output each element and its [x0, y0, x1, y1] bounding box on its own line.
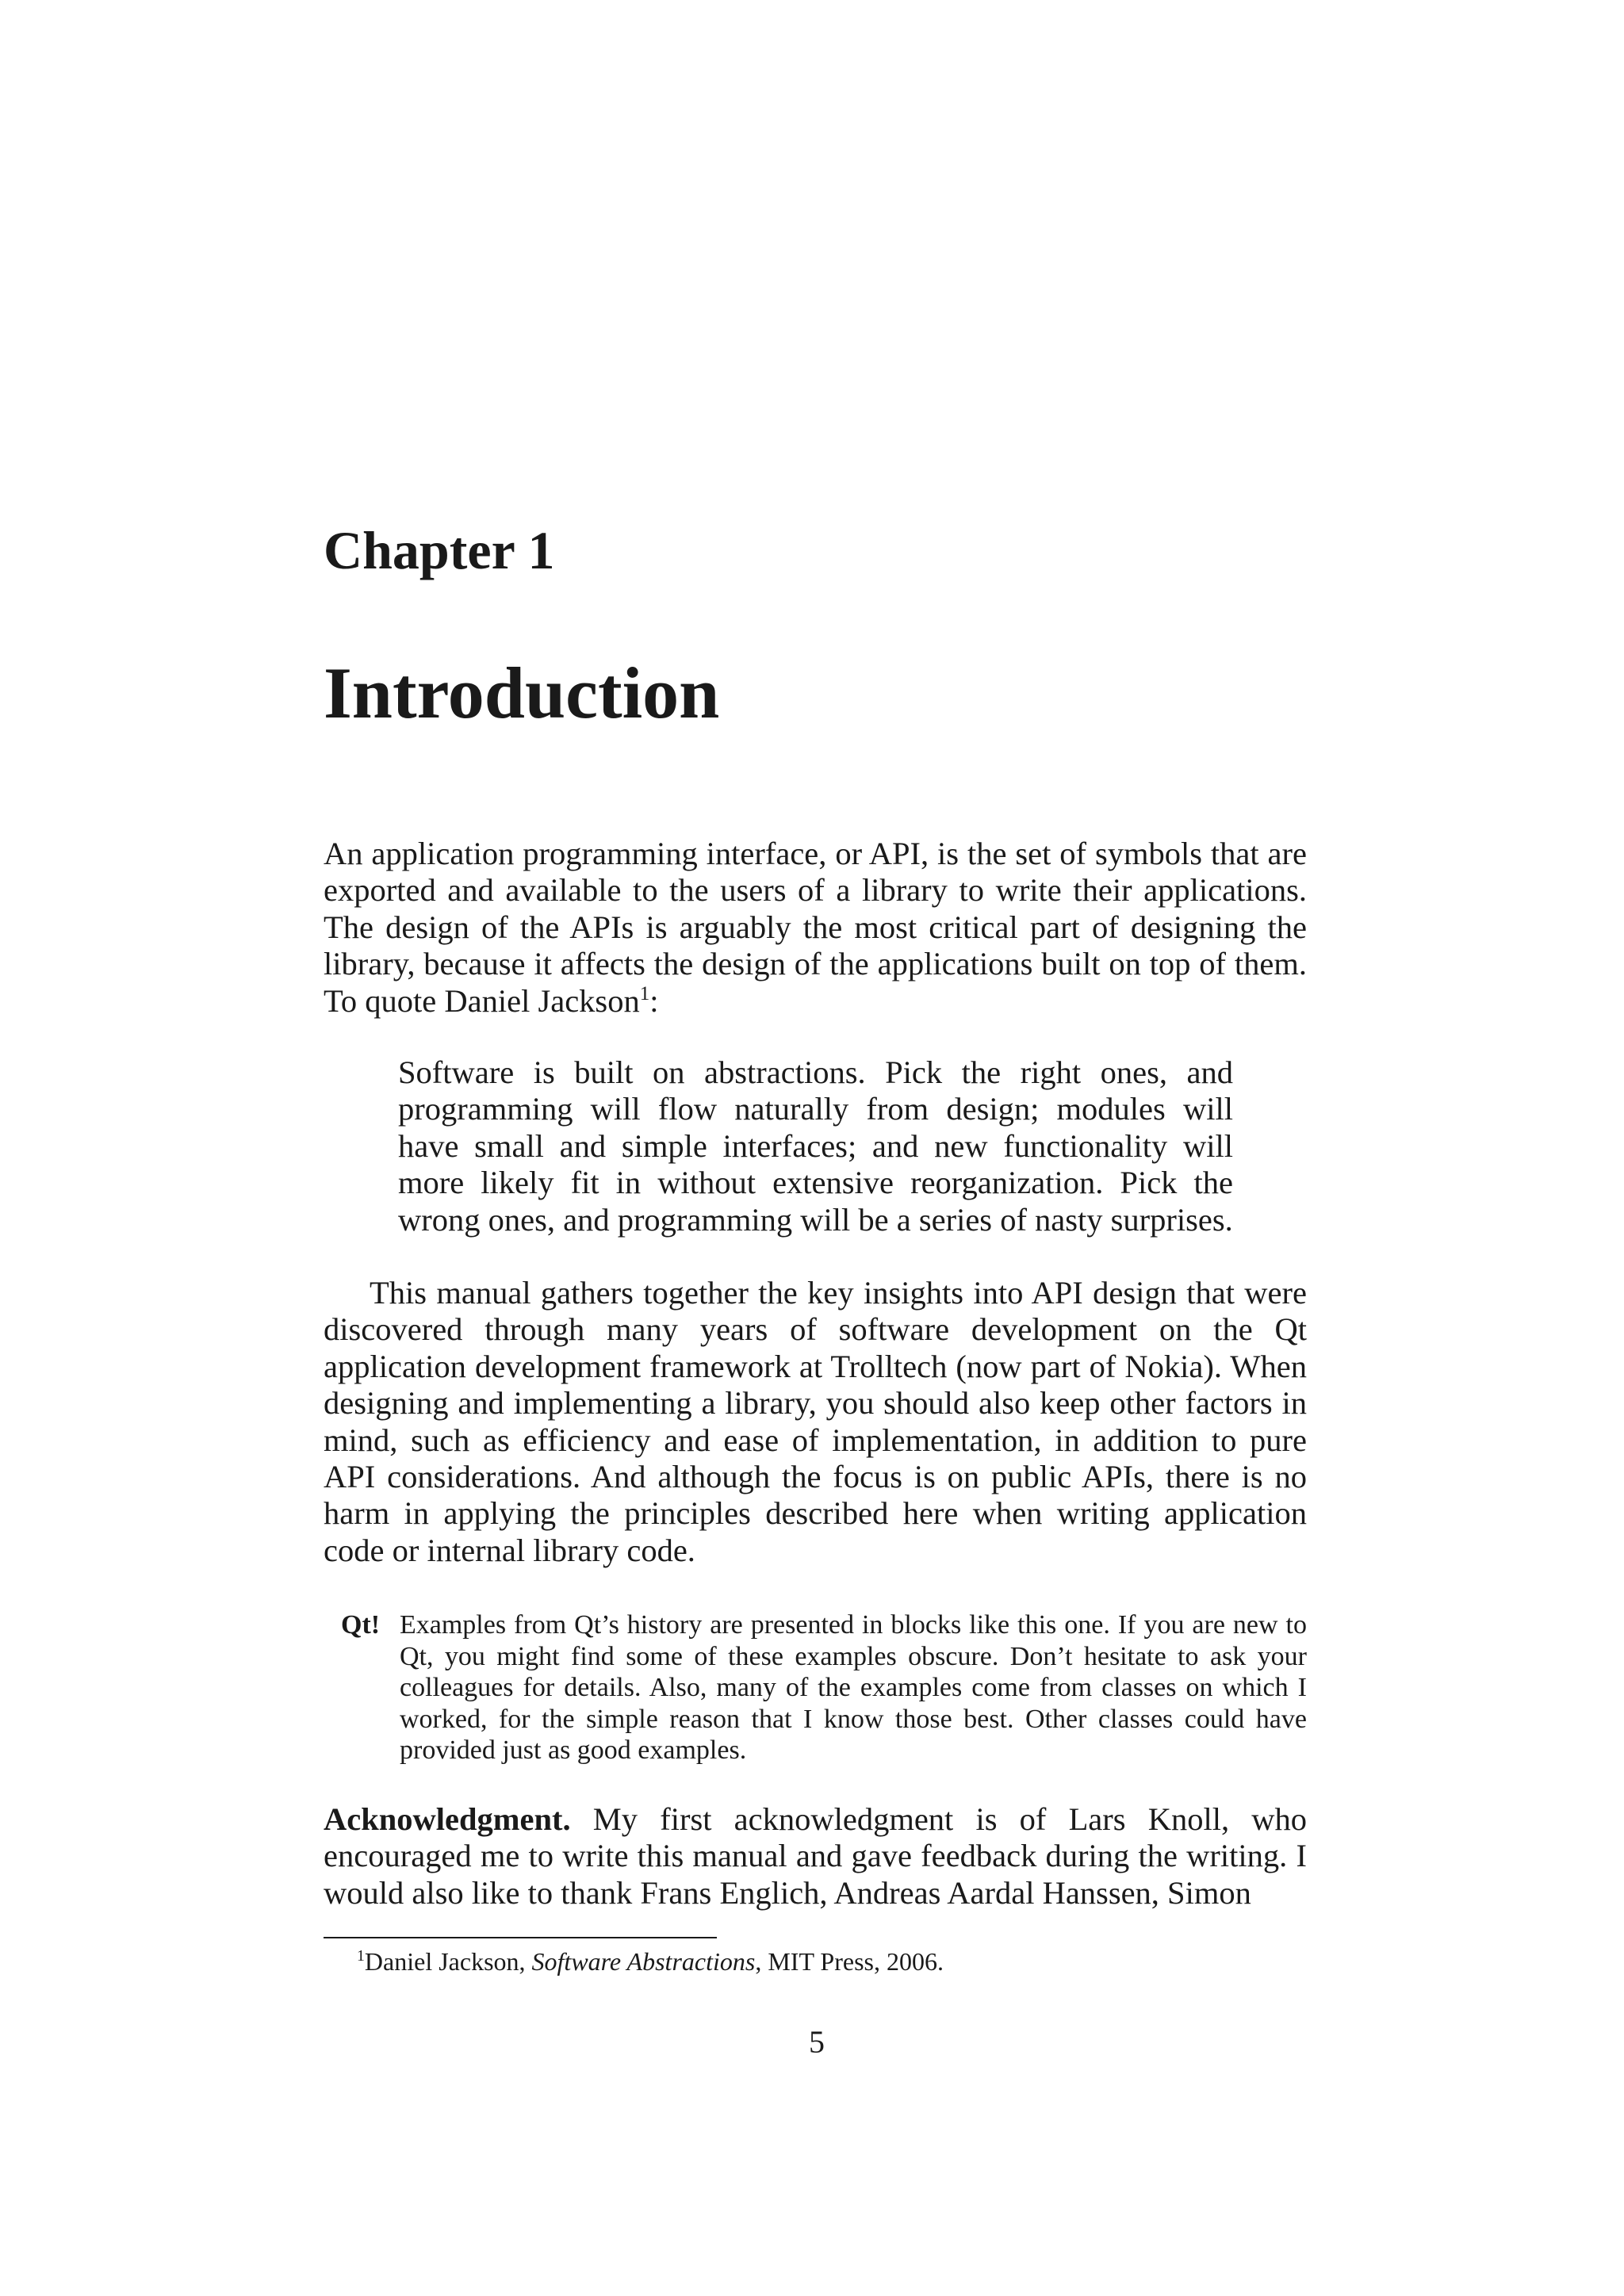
acknowledgment-text: My first acknowledgment is of Lars Knoll, who encouraged me to write this manual and gave feedback during the writing. I would also like to thank Frans Englich, Andreas Aardal Hanssen, Simon — [324, 1801, 1307, 1911]
intro-tail: : — [649, 982, 659, 1019]
footnote — [357, 1946, 944, 1977]
qt-note-label: Qt! — [341, 1610, 381, 1640]
footnote-rule — [324, 1937, 717, 1938]
quote-text: Software is built on abstractions. Pick the right ones, and programming will flow naturally from design; modules will have small and simple interfaces; and new functionality will more likely fit in without extensive reorganization. Pick the wrong ones, and programming will be a series of nasty surprises. — [398, 1054, 1233, 1238]
block-quote — [398, 1054, 1233, 1238]
footnote-book-title: Software Abstractions — [531, 1947, 756, 1976]
intro-text: An application programming interface, or API, is the set of symbols that are exported and available to the users of a library to write their applications. The design of the APIs is arguably the most critical part of designing the library, because it affects the design of the applications built on top of them. To quote Daniel Jackson — [324, 836, 1307, 1019]
intro-paragraph — [324, 836, 1307, 1020]
footnote-author: Daniel Jackson, — [364, 1947, 532, 1976]
chapter-title: Introduction — [324, 652, 720, 733]
footnote-publisher: , MIT Press, 2006. — [755, 1947, 944, 1976]
body-paragraph-text: This manual gathers together the key insights into API design that were discovered through many years of software development on the Qt application development framework at Trolltech (now part of Nokia). When designing and implementing a library, you should also keep other factors in mind, such as efficiency and ease of implementation, in addition to pure API considerations. And although the focus is on public APIs, there is no harm in applying the principles described here when writing application code or internal library code. — [324, 1275, 1307, 1568]
acknowledgment-heading: Acknowledgment. — [324, 1801, 571, 1837]
footnote-marker: 1 — [357, 1947, 365, 1965]
page-number: 5 — [809, 2024, 825, 2060]
footnote-reference[interactable]: 1 — [639, 982, 650, 1004]
chapter-label: Chapter 1 — [324, 520, 555, 580]
acknowledgment-paragraph — [324, 1801, 1307, 1911]
qt-note-text: Examples from Qt’s history are presented in blocks like this one. If you are new to Qt, you might find some of these examples obscure. Don’t hesitate to ask your colleagues for details. Also, many of the examples come from classes on which I worked, for the simple reason that I know those best. Other classes could have provided just as good examples. — [400, 1610, 1307, 1765]
body-paragraph — [324, 1275, 1307, 1569]
